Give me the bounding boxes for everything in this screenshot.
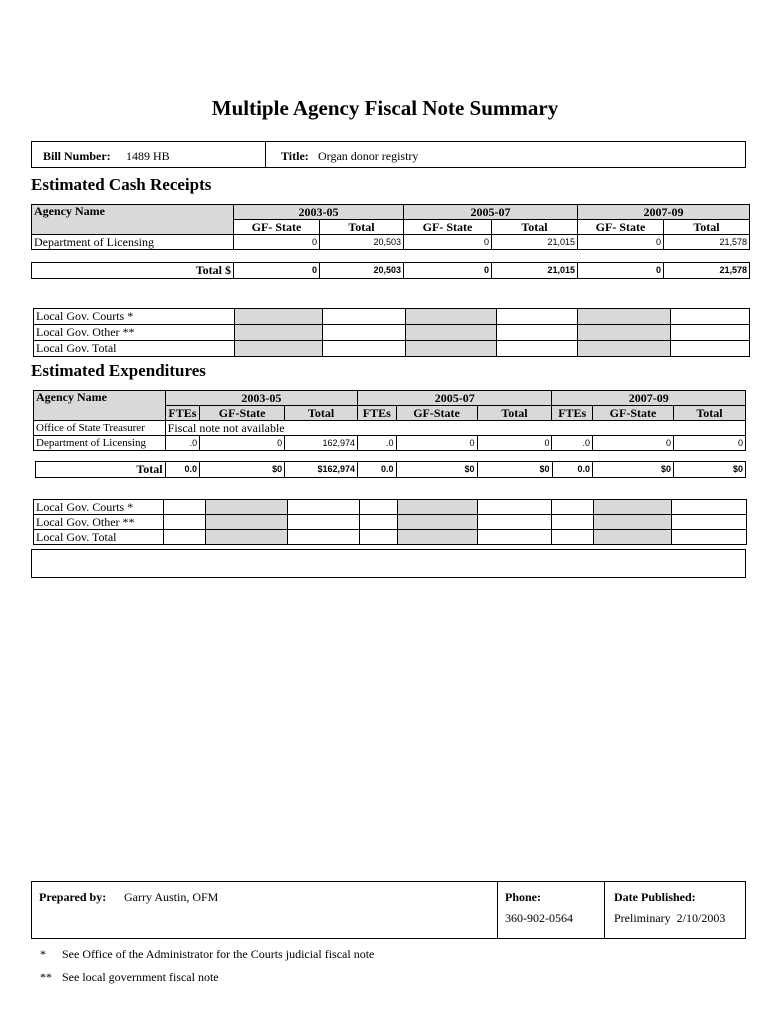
table-row (34, 515, 747, 530)
total-header: Total (664, 220, 750, 235)
ftes-header: FTEs (165, 406, 199, 421)
date-published-label: Date Published: (614, 890, 696, 904)
value-cell: 0 (234, 235, 320, 250)
divider (497, 882, 498, 938)
total-cell: 21,578 (664, 263, 750, 279)
local-gov-label: Local Gov. Courts * (34, 309, 235, 325)
value-cell: 21,015 (492, 235, 578, 250)
total-cell: 0 (234, 263, 320, 279)
value-cell: .0 (165, 436, 199, 451)
footnote-text: See local government fiscal note (62, 970, 219, 984)
total-cell: $0 (477, 462, 552, 478)
total-header: Total (492, 220, 578, 235)
footnote-text: See Office of the Administrator for the Courts judicial fiscal note (62, 947, 375, 961)
gf-state-header: GF- State (234, 220, 320, 235)
table-row (34, 530, 747, 545)
value-cell: 0 (578, 235, 664, 250)
local-gov-receipts-table (33, 308, 750, 357)
divider (265, 142, 266, 167)
prepared-by-name: Garry Austin, OFM (124, 890, 219, 904)
prepared-by-box (31, 881, 746, 939)
total-row (32, 263, 750, 279)
local-gov-label: Local Gov. Courts * (34, 500, 164, 515)
local-gov-label: Local Gov. Total (34, 530, 164, 545)
table-row (34, 341, 750, 357)
total-label: Total (36, 462, 166, 478)
table-row (32, 235, 750, 250)
value-cell: 0 (396, 436, 477, 451)
gf-state-header: GF-State (200, 406, 285, 421)
total-cell: $0 (674, 462, 746, 478)
total-cell: 0 (578, 263, 664, 279)
table-row (34, 309, 750, 325)
cash-receipts-heading: Estimated Cash Receipts (31, 175, 212, 194)
table-row (34, 500, 747, 515)
cash-receipts-table (31, 204, 750, 250)
biennium-header: 2007-09 (552, 391, 746, 406)
biennium-header: 2005-07 (358, 391, 552, 406)
bill-title: Organ donor registry (318, 149, 419, 163)
bill-title-label: Title: (281, 149, 309, 163)
gf-state-header: GF-State (396, 406, 477, 421)
value-cell: 0 (200, 436, 285, 451)
cash-receipts-total-table (31, 262, 750, 279)
value-cell: 20,503 (320, 235, 404, 250)
total-header: Total (477, 406, 552, 421)
phone-number: 360-902-0564 (505, 911, 573, 925)
total-header: Total (320, 220, 404, 235)
value-cell: .0 (552, 436, 593, 451)
local-gov-label: Local Gov. Other ** (34, 515, 164, 530)
value-cell: 0 (404, 235, 492, 250)
total-cell: 0 (404, 263, 492, 279)
table-row (34, 436, 746, 451)
gf-state-header: GF- State (578, 220, 664, 235)
total-cell: 21,015 (492, 263, 578, 279)
total-cell: $162,974 (285, 462, 358, 478)
prepared-by-label: Prepared by: (39, 890, 107, 904)
bill-info-box (31, 141, 746, 168)
value-cell: .0 (358, 436, 396, 451)
expenditures-table (33, 390, 746, 451)
expenditures-total-table (35, 461, 746, 478)
agency-name: Department of Licensing (32, 235, 234, 250)
ftes-header: FTEs (358, 406, 396, 421)
agency-name-header: Agency Name (32, 205, 234, 235)
ftes-header: FTEs (552, 406, 593, 421)
value-cell: 162,974 (285, 436, 358, 451)
total-row (36, 462, 746, 478)
gf-state-header: GF- State (404, 220, 492, 235)
biennium-header: 2003-05 (234, 205, 404, 220)
agency-name-header: Agency Name (34, 391, 166, 421)
divider (604, 882, 605, 938)
footnote-mark: ** (40, 970, 52, 984)
biennium-header: 2007-09 (578, 205, 750, 220)
gf-state-header: GF-State (592, 406, 673, 421)
agency-name: Department of Licensing (34, 436, 166, 451)
phone-label: Phone: (505, 890, 541, 904)
table-row (34, 325, 750, 341)
total-cell: 0.0 (358, 462, 396, 478)
value-cell: 0 (477, 436, 552, 451)
local-gov-label: Local Gov. Total (34, 341, 235, 357)
total-header: Total (674, 406, 746, 421)
expenditures-heading: Estimated Expenditures (31, 361, 206, 380)
value-cell: 0 (592, 436, 673, 451)
fiscal-note-status: Fiscal note not available (165, 421, 357, 436)
total-cell: $0 (593, 462, 674, 478)
agency-name: Office of State Treasurer (34, 421, 166, 436)
total-cell: $0 (396, 462, 477, 478)
total-cell: 0.0 (552, 462, 593, 478)
value-cell: 0 (674, 436, 746, 451)
notes-box (31, 549, 746, 578)
biennium-header: 2005-07 (404, 205, 578, 220)
total-cell: $0 (200, 462, 285, 478)
table-row (34, 421, 746, 436)
total-cell: 0.0 (165, 462, 199, 478)
biennium-header: 2003-05 (165, 391, 357, 406)
total-label: Total $ (32, 263, 234, 279)
bill-number: 1489 HB (126, 149, 170, 163)
footnote-mark: * (40, 947, 46, 961)
local-gov-label: Local Gov. Other ** (34, 325, 235, 341)
bill-number-label: Bill Number: (43, 149, 111, 163)
date-published: Preliminary 2/10/2003 (614, 911, 726, 925)
total-header: Total (285, 406, 358, 421)
value-cell: 21,578 (664, 235, 750, 250)
local-gov-expenditures-table (33, 499, 747, 545)
page-title: Multiple Agency Fiscal Note Summary (211, 96, 559, 120)
total-cell: 20,503 (320, 263, 404, 279)
